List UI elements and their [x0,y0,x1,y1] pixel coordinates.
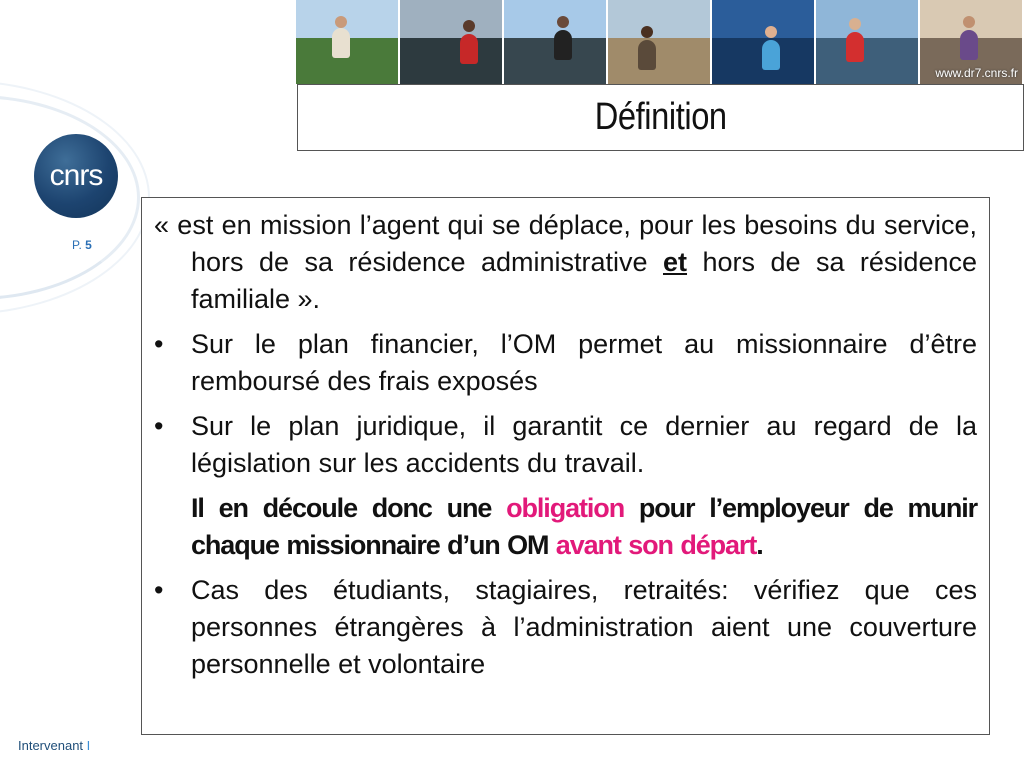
banner-photo [504,0,608,84]
banner-url: www.dr7.cnrs.fr [935,66,1018,80]
presenter-footer [18,738,90,753]
logo-text: cnrs [49,159,103,192]
definition-quote [154,207,977,318]
emphasis-et: et [663,247,688,277]
presenter-label: Intervenant [18,738,84,753]
note-text: Il en découle donc une [191,493,492,523]
slide-title: Définition [594,96,727,138]
note-end: . [756,530,763,560]
definition-end: hors de sa résidence familiale ». [191,247,977,314]
banner-photo [400,0,504,84]
bullet-text: Cas des étudiants, stagiaires, retraités: vérifiez que ces personnes étrangères à l’administration aient une couverture personnelle et volontaire [191,575,977,679]
photo-banner [296,0,1024,84]
bullet-text: Sur le plan financier, l’OM permet au missionnaire d’être remboursé des frais exposés [191,329,977,396]
content-box [141,197,990,735]
title-box [297,84,1024,151]
highlight-before-departure: avant son départ [555,530,757,560]
definition-text: « est en mission l’agent qui se déplace, pour les besoins du service, hors de sa résidence administrative [154,210,977,277]
bullet-text: Sur le plan juridique, il garantit ce dernier au regard de la législation sur les accidents du travail. [191,411,977,478]
presenter-separator: I [86,738,91,753]
cnrs-logo [34,134,118,218]
obligation-note [154,490,977,564]
banner-photo [712,0,816,84]
banner-photo [608,0,712,84]
bullet-icon: • [154,575,164,605]
banner-photo [816,0,920,84]
bullet-item-students [154,572,977,683]
page-number [72,238,92,252]
page-prefix: P. [72,238,86,252]
highlight-obligation: obligation [506,493,625,523]
page-number-value: 5 [85,238,92,252]
bullet-item-legal [154,408,977,482]
banner-photo [296,0,400,84]
bullet-item-financial [154,326,977,400]
bullet-icon: • [154,329,164,359]
bullet-icon: • [154,411,164,441]
note-text: pour l’employeur de munir chaque missionnaire d’un OM [191,493,978,560]
